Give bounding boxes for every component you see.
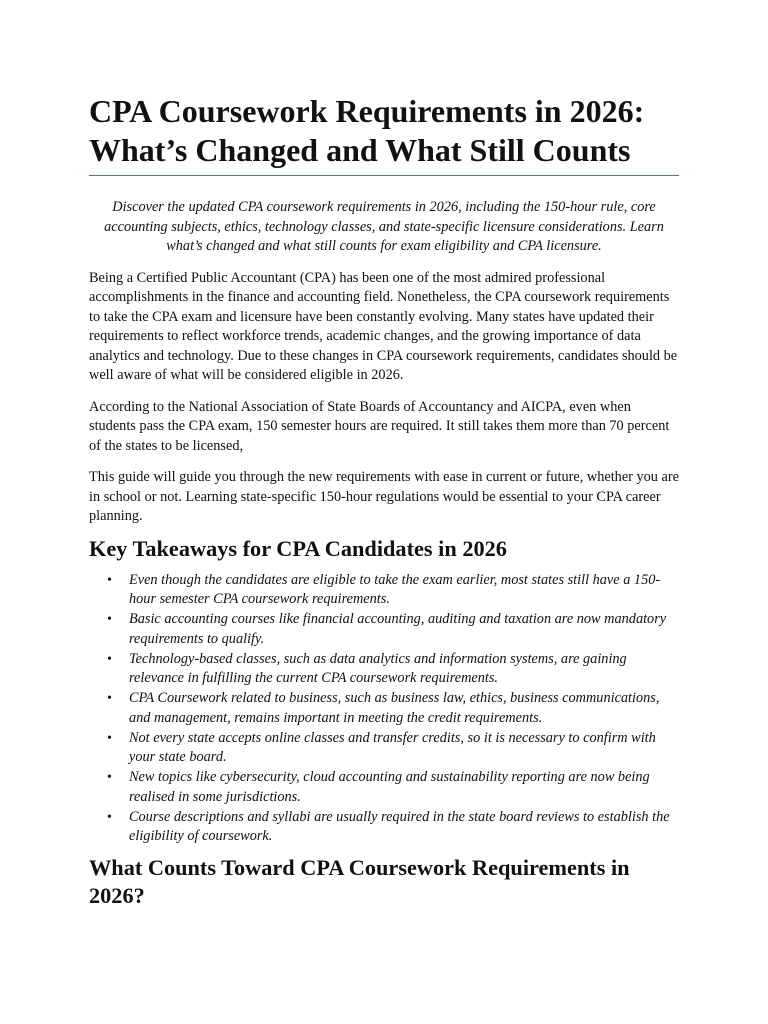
list-item: • Technology-based classes, such as data analytics and information systems, are gaining relevance in fulfilling the current CPA coursework requirements. [129, 650, 679, 689]
what-counts-heading: What Counts Toward CPA Coursework Requirements in 2026? [89, 854, 630, 908]
document-subtitle: Discover the updated CPA coursework requirements in 2026, including the 150-hour rule, core accounting subjects, ethics, technology classes, and state-specific licensure considerations. Learn what’s changed and what still counts for exam eligibility and CPA licensure. [104, 199, 664, 254]
list-item: • Even though the candidates are eligible to take the exam earlier, most states still have a 150-hour semester CPA coursework requirements. [129, 571, 679, 610]
list-item: • Course descriptions and syllabi are usually required in the state board reviews to establish the eligibility of coursework. [129, 808, 679, 847]
guide-paragraph: This guide will guide you through the new requirements with ease in current or future, whether you are in school or not. Learning state-specific 150-hour regulations would be essential to your CPA career planning. [89, 469, 679, 524]
list-item: • Basic accounting courses like financial accounting, auditing and taxation are now mandatory requirements to qualify. [129, 610, 679, 649]
document-title: CPA Coursework Requirements in 2026: What’s Changed and What Still Counts [89, 92, 679, 176]
key-takeaways-heading: Key Takeaways for CPA Candidates in 2026 [89, 535, 507, 561]
list-item: • CPA Coursework related to business, such as business law, ethics, business communications, and management, remains important in meeting the credit requirements. [129, 689, 679, 728]
document-page [89, 92, 679, 910]
list-item: • New topics like cybersecurity, cloud accounting and sustainability reporting are now being realised in some jurisdictions. [129, 768, 679, 807]
list-item: • Not every state accepts online classes and transfer credits, so it is necessary to confirm with your state board. [129, 729, 679, 768]
nasba-paragraph: According to the National Association of State Boards of Accountancy and AICPA, even when students pass the CPA exam, 150 semester hours are required. It still takes them more than 70 percent of the states to be licensed, [89, 398, 670, 454]
key-takeaways-list [89, 571, 679, 847]
intro-paragraph: Being a Certified Public Accountant (CPA) has been one of the most admired professional accomplishments in the finance and accounting field. Nonetheless, the CPA coursework requirements to take the CPA exam and licensure have been constantly evolving. Many states have updated their requirements to reflect workforce trends, academic changes, and the growing importance of data analytics and technology. Due to these changes in CPA coursework requirements, candidates should be well aware of what will be considered eligible in 2026. [89, 269, 678, 383]
